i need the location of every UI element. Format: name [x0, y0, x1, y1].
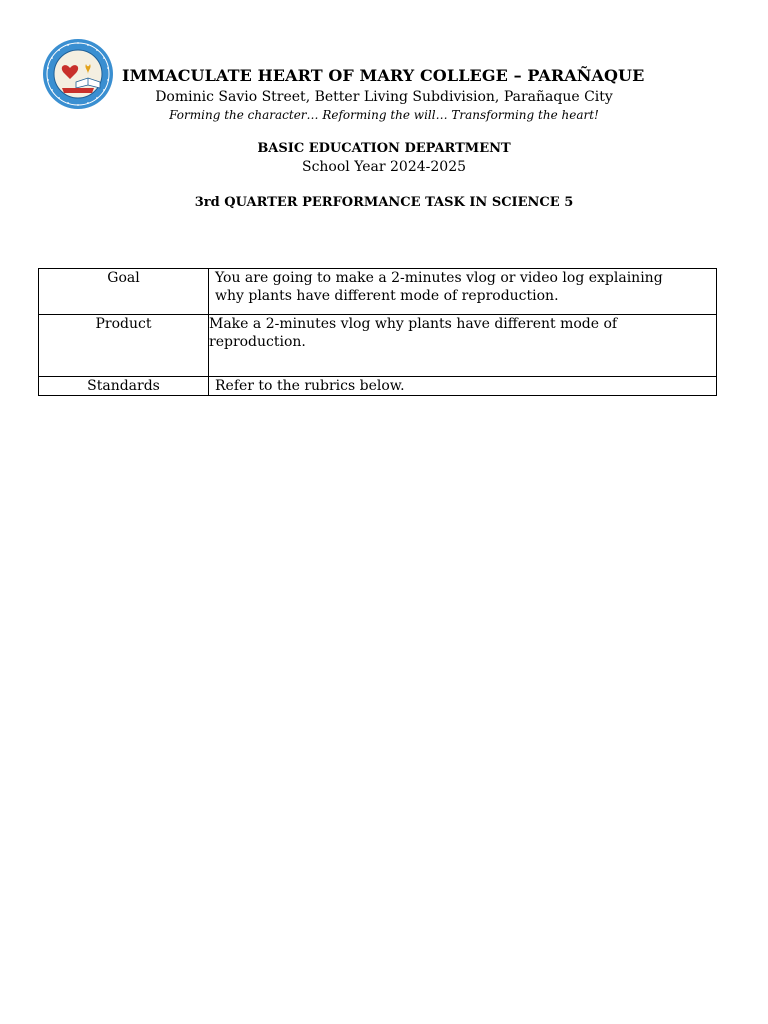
department-name: BASIC EDUCATION DEPARTMENT — [257, 141, 511, 156]
table-row — [39, 269, 717, 315]
row-value-standards — [209, 377, 717, 396]
performance-task-table — [38, 268, 717, 396]
school-name: IMMACULATE HEART OF MARY COLLEGE – PARAÑAQUE — [122, 66, 645, 85]
school-motto: Forming the character… Reforming the will… Transforming the heart! — [169, 108, 599, 122]
row-label-standards: Standards — [39, 377, 209, 396]
document-title: 3rd QUARTER PERFORMANCE TASK IN SCIENCE 5 — [194, 195, 574, 210]
row-label-product: Product — [39, 315, 209, 377]
school-year: School Year 2024-2025 — [301, 159, 467, 175]
table-row — [39, 315, 717, 377]
row-value-product — [209, 315, 717, 377]
value-line: Make a 2-minutes vlog why plants have different mode of — [209, 316, 618, 332]
row-label-goal: Goal — [39, 269, 209, 315]
value-line: You are going to make a 2-minutes vlog or video log explaining — [215, 270, 663, 286]
value-line: reproduction. — [209, 334, 306, 350]
row-value-goal — [209, 269, 717, 315]
school-address: Dominic Savio Street, Better Living Subdivision, Parañaque City — [155, 89, 613, 105]
value-line: Refer to the rubrics below. — [215, 378, 405, 394]
value-line: why plants have different mode of reproduction. — [215, 288, 559, 304]
table-row — [39, 377, 717, 396]
